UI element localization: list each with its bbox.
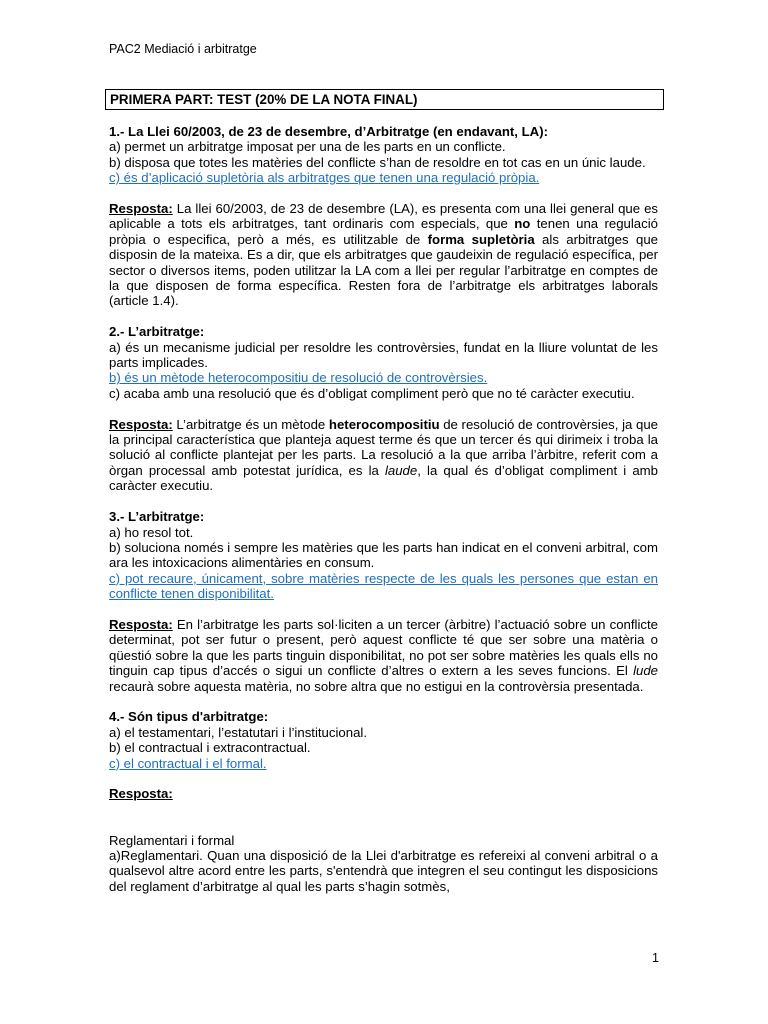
answer-label: Resposta: <box>109 616 173 632</box>
question-2-option-c: c) acaba amb una resolució que és d’obligat compliment però que no té caràcter executiu. <box>109 385 635 401</box>
answer-text: de resolució de controvèrsies, ja que la principal característica que planteja aquest terme és que un tercer és qui dirimeix i troba la solució al conflicte plantejat per les parts. La resolució a la que arriba l’àrbitre, referit com a òrgan processal amb potestat jurídica, es la <box>109 416 659 478</box>
question-3-answer <box>109 617 658 694</box>
answer-italic: lude <box>633 663 658 679</box>
section-title-box: PRIMERA PART: TEST (20% DE LA NOTA FINAL) <box>105 89 664 110</box>
answer-label: Resposta: <box>109 416 173 432</box>
question-1-title: 1.- La Llei 60/2003, de 23 de desembre, d’Arbitratge (en endavant, LA): <box>109 124 548 139</box>
answer-text: als arbitratges que disposin de la mateixa. Es a dir, que els arbitratges que gaudeixin de regulació específica, per sector o diversos items, poden utilitzar la LA com a llei per regular l’arbitratge en comptes de la que disposen de forma específica. Resten fora de l’arbitratge els arbitratges laborals (article 1.4). <box>109 231 658 309</box>
extra-paragraph: a)Reglamentari. Quan una disposició de la Llei d'arbitratge es refereixi al conveni arbitral o a qualsevol altre acord entre les parts, s'entendrà que integren el seu contingut les disposicions del reglament d’arbitratge al qual les parts s’hagin sotmès, <box>109 847 658 894</box>
answer-text: , la qual és d’obligat compliment i amb caràcter executiu. <box>109 462 658 494</box>
question-2-option-a: a) és un mecanisme judicial per resoldre les controvèrsies, fundat en la lliure voluntat de les parts implicades. <box>109 339 658 371</box>
answer-emphasis: no <box>514 216 531 232</box>
page-number: 1 <box>652 951 659 965</box>
question-2-title: 2.- L’arbitratge: <box>109 324 205 340</box>
page-header: PAC2 Mediació i arbitratge <box>109 42 257 56</box>
question-4-answer-label: Resposta: <box>109 786 173 802</box>
answer-text: tenen una regulació pròpia o especifica, però a més, es utilitzable de <box>109 216 658 247</box>
answer-text: L’arbitratge és un mètode <box>172 416 329 432</box>
question-3-option-a: a) ho resol tot. <box>109 524 194 540</box>
answer-label: Resposta: <box>109 201 173 217</box>
answer-text: En l’arbitratge les parts sol·liciten a un tercer (àrbitre) l’actuació sobre un conflicte determinat, pot ser futur o present, però aquest conflicte té que ser sobre una matèria o qüestió sobre la que les parts tinguin disponibilitat, no pot ser sobre matèries les quals ells no tinguin cap tipus d’accés o sigui un conflicte d’altres o extern a les seves funcions. El <box>109 616 658 679</box>
document-body <box>109 124 658 894</box>
question-1-option-a: a) permet un arbitratge imposat per una de les parts en un conflicte. <box>109 139 506 155</box>
question-1-answer <box>109 201 658 309</box>
question-4-option-c-correct[interactable]: c) el contractual i el formal. <box>109 755 267 771</box>
question-4-title: 4.- Són tipus d'arbitratge: <box>109 709 269 725</box>
question-2-option-b-correct[interactable]: b) és un mètode heterocompositiu de resolució de controvèrsies. <box>109 370 488 386</box>
question-1-option-c-correct[interactable]: c) és d’aplicació supletòria als arbitratges que tenen una regulació pròpia. <box>109 170 540 186</box>
question-3-title: 3.- L’arbitratge: <box>109 509 205 525</box>
question-4-option-a: a) el testamentari, l’estatutari i l’institucional. <box>109 724 367 740</box>
extra-heading: Reglamentari i formal <box>109 832 235 848</box>
question-3-option-c-correct[interactable]: c) pot recaure, únicament, sobre matèries respecte de les quals les persones que estan en conflicte tenen disponibilitat. <box>109 570 658 602</box>
answer-text: La llei 60/2003, de 23 de desembre (LA), es presenta com una llei general que es aplicable a tots els arbitratges, tant ordinaris com especials, que <box>109 201 658 232</box>
answer-emphasis: heterocompositiu <box>328 416 440 432</box>
question-1-option-b: b) disposa que totes les matèries del conflicte s’han de resoldre en tot cas en un únic laude. <box>109 154 646 170</box>
question-4-option-b: b) el contractual i extracontractual. <box>109 740 311 756</box>
question-3-option-b: b) soluciona només i sempre les matèries que les parts han indicat en el conveni arbitral, com ara les intoxicacions alimentàries en consum. <box>109 539 658 571</box>
answer-emphasis: forma supletòria <box>427 231 535 247</box>
answer-italic: laude <box>384 462 418 478</box>
question-2-answer <box>109 417 658 494</box>
answer-text: recaurà sobre aquesta matèria, no sobre altra que no estigui en la controvèrsia presentada. <box>109 678 644 694</box>
